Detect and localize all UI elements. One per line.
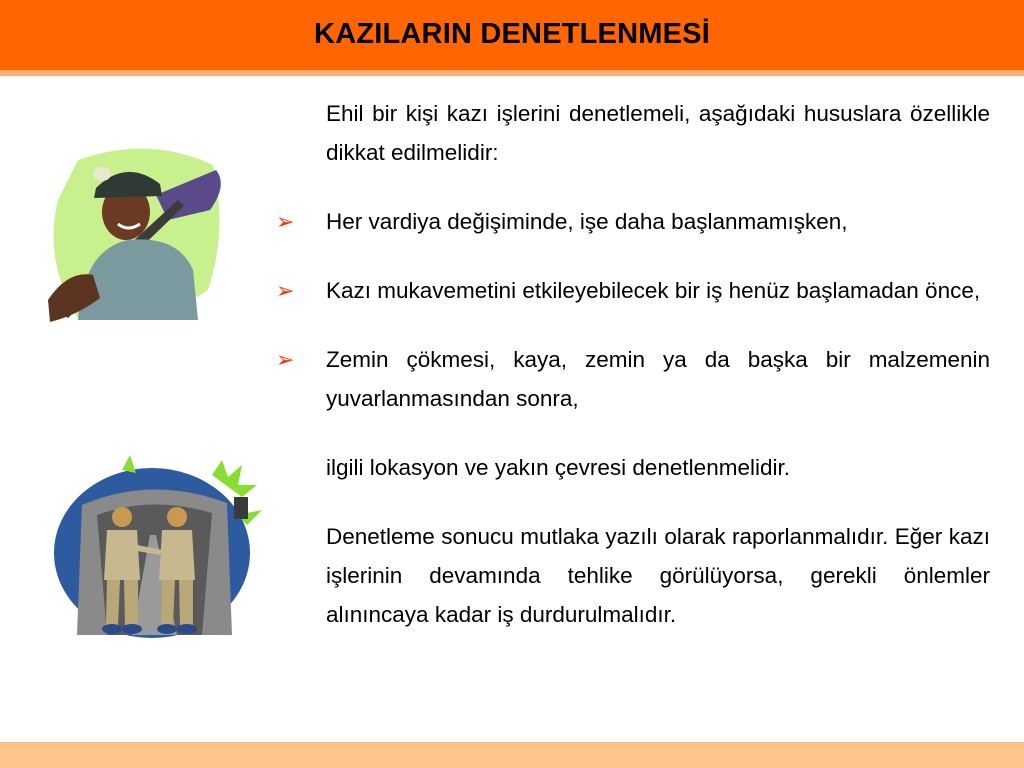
miner-with-shovel-illustration [38, 140, 228, 325]
header-divider [0, 70, 1024, 76]
bullet-text: Kazı mukavemetini etkileyebilecek bir iş henüz başlamadan önce, [326, 278, 981, 303]
final-paragraph: Denetleme sonucu mutlaka yazılı olarak raporlanmalıdır. Eğer kazı işlerinin devamında tehlike görülüyorsa, gerekli önlemler alınıncaya kadar iş durdurulmalıdır. [326, 524, 990, 627]
bullet-text: Zemin çökmesi, kaya, zemin ya da başka bir malzemenin yuvarlanmasından sonra, [326, 347, 990, 411]
bullet-item [276, 202, 990, 241]
bullet-item [276, 340, 990, 418]
arrow-bullet-icon: ➢ [276, 347, 295, 372]
main-content [276, 94, 990, 634]
footer-bar [0, 742, 1024, 768]
intro-paragraph: Ehil bir kişi kazı işlerini denetlemeli, aşağıdaki hususlara özellikle dikkat edilmelidir: [326, 101, 990, 165]
arrow-bullet-icon: ➢ [276, 209, 295, 234]
page-title: KAZILARIN DENETLENMESİ [314, 18, 710, 50]
conclusion-paragraph: ilgili lokasyon ve yakın çevresi denetlenmelidir. [326, 455, 790, 480]
bullet-item [276, 271, 990, 310]
arrow-bullet-icon: ➢ [276, 278, 295, 303]
bullet-text: Her vardiya değişiminde, işe daha başlanmamışken, [326, 209, 848, 234]
miners-in-tunnel-illustration [52, 455, 267, 645]
